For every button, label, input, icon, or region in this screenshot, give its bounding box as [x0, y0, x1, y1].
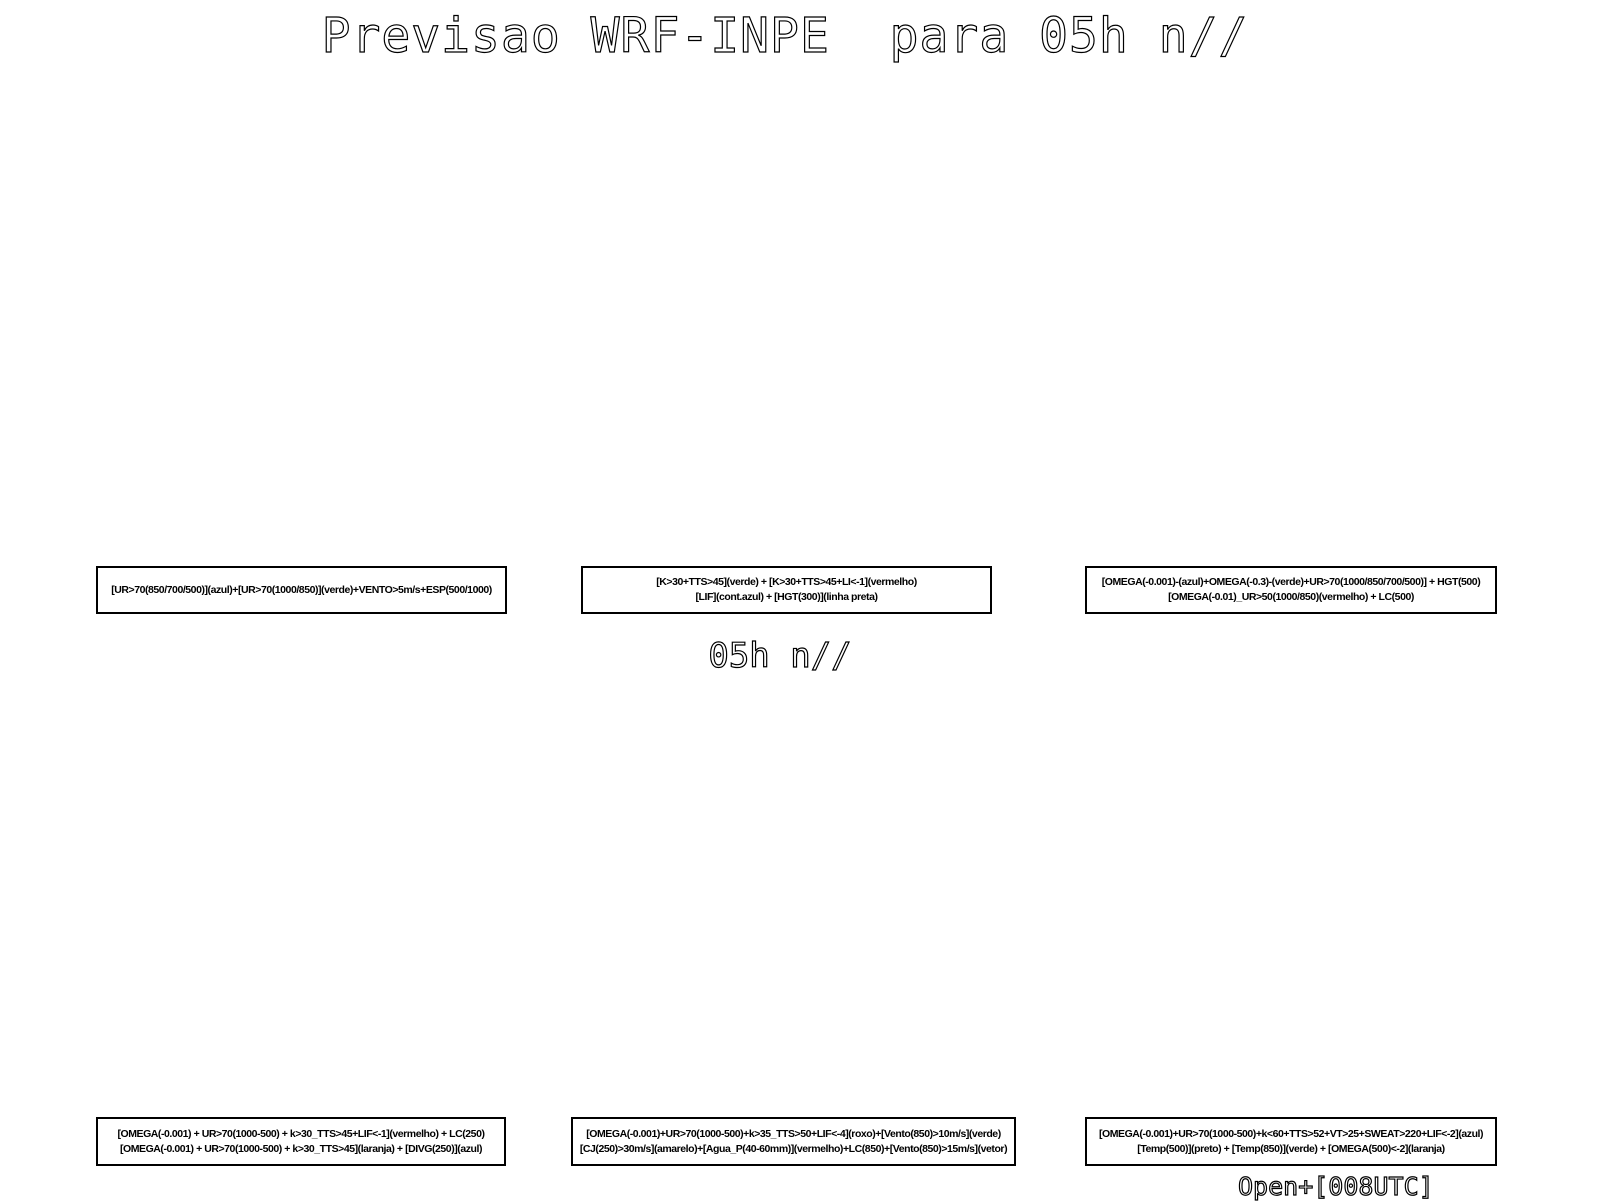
legend-box-top-center: [581, 566, 992, 614]
legend-box-bottom-center: [571, 1117, 1016, 1166]
legend-line: [CJ(250)>30m/s](amarelo)+[Agua_P(40-60mm)](vermelho)+LC(850)+[Vento(850)>15m/s](vetor): [579, 1142, 1008, 1155]
legend-box-top-right: [1085, 566, 1497, 614]
legend-line: [OMEGA(-0.01)_UR>50(1000/850)(vermelho) + LC(500): [1168, 591, 1414, 603]
legend-line: [LIF](cont.azul) + [HGT(300)](linha preta): [695, 591, 878, 603]
time-label: 05h n//: [708, 636, 852, 676]
legend-line: [OMEGA(-0.001) + UR>70(1000-500) + k>30_TTS>45+LIF<-1](vermelho) + LC(250): [117, 1127, 485, 1140]
legend-line: [OMEGA(-0.001) + UR>70(1000-500) + k>30_TTS>45](laranja) + [DIVG(250)](azul): [119, 1142, 483, 1155]
legend-box-top-left: [96, 566, 507, 614]
legend-line: [OMEGA(-0.001)+UR>70(1000-500)+k<60+TTS>52+VT>25+SWEAT>220+LIF<-2](azul): [1098, 1127, 1484, 1140]
legend-line: [UR>70(850/700/500)](azul)+[UR>70(1000/850)](verde)+VENTO>5m/s+ESP(500/1000): [111, 583, 492, 596]
legend-line: [OMEGA(-0.001)-(azul)+OMEGA(-0.3)-(verde)+UR>70(1000/850/700/500)] + HGT(500): [1101, 576, 1481, 588]
legend-box-bottom-left: [96, 1117, 506, 1166]
legend-box-bottom-right: [1085, 1117, 1497, 1166]
legend-line: [K>30+TTS>45](verde) + [K>30+TTS>45+LI<-1](vermelho): [656, 576, 917, 588]
legend-line: [Temp(500)](preto) + [Temp(850)](verde) + [OMEGA(500)<-2](laranja): [1137, 1142, 1445, 1155]
legend-line: [OMEGA(-0.001)+UR>70(1000-500)+k>35_TTS>50+LIF<-4](roxo)+[Vento(850)>10m/s](verde): [586, 1127, 1001, 1140]
page-title: Previsao WRF-INPE para 05h n//: [321, 8, 1249, 64]
run-time-label: Open+[008UTC]: [1238, 1172, 1434, 1201]
